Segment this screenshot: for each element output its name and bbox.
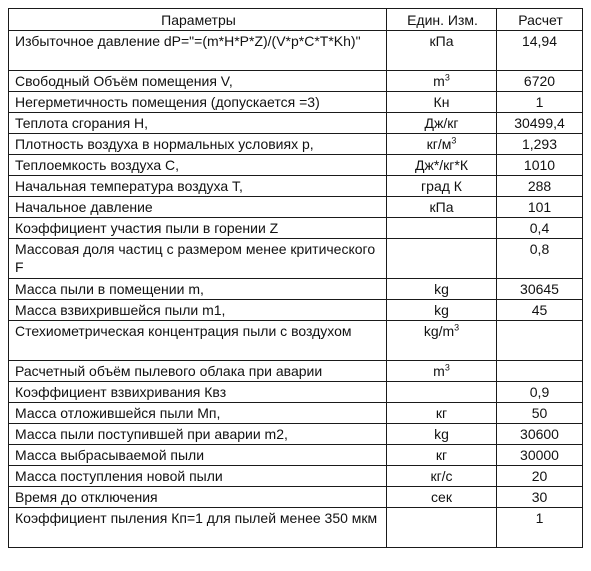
unit-cell bbox=[387, 487, 497, 508]
param-cell: Массовая доля частиц с размером менее критического F bbox=[9, 239, 387, 279]
unit-cell bbox=[387, 31, 497, 71]
unit-text: град К bbox=[421, 178, 462, 194]
unit-cell bbox=[387, 424, 497, 445]
table-row bbox=[9, 321, 583, 361]
value-cell bbox=[497, 361, 583, 382]
unit-cell bbox=[387, 321, 497, 361]
value-cell: 1010 bbox=[497, 155, 583, 176]
table-row bbox=[9, 466, 583, 487]
table-row bbox=[9, 218, 583, 239]
unit-text: kg bbox=[434, 426, 449, 442]
unit-text: kg bbox=[434, 281, 449, 297]
unit-text: кг bbox=[435, 405, 448, 421]
unit-text: Кн bbox=[433, 94, 450, 110]
param-cell: Время до отключения bbox=[9, 487, 387, 508]
table-row bbox=[9, 445, 583, 466]
param-cell: Масса отложившейся пыли Мп, bbox=[9, 403, 387, 424]
table-row bbox=[9, 403, 583, 424]
unit-cell bbox=[387, 218, 497, 239]
unit-cell bbox=[387, 155, 497, 176]
param-cell: Масса выбрасываемой пыли bbox=[9, 445, 387, 466]
value-cell: 30600 bbox=[497, 424, 583, 445]
value-cell: 45 bbox=[497, 300, 583, 321]
value-cell: 30645 bbox=[497, 279, 583, 300]
unit-superscript: 3 bbox=[454, 322, 460, 333]
unit-cell bbox=[387, 92, 497, 113]
param-cell: Плотность воздуха в нормальных условиях p, bbox=[9, 134, 387, 155]
table-row bbox=[9, 31, 583, 71]
unit-text: Дж*/кг*К bbox=[414, 157, 469, 173]
unit-text: kg bbox=[434, 302, 449, 318]
unit-cell bbox=[387, 134, 497, 155]
unit-text: kg/m bbox=[423, 323, 455, 339]
param-cell: Коэффициент взвихривания Квз bbox=[9, 382, 387, 403]
unit-cell bbox=[387, 113, 497, 134]
header-row bbox=[9, 9, 583, 31]
unit-cell bbox=[387, 361, 497, 382]
table-row bbox=[9, 300, 583, 321]
value-cell: 0,9 bbox=[497, 382, 583, 403]
unit-text: кг/с bbox=[430, 468, 453, 484]
param-cell: Свободный Объём помещения V, bbox=[9, 71, 387, 92]
unit-text: кПа bbox=[429, 33, 454, 49]
table-row bbox=[9, 134, 583, 155]
unit-cell bbox=[387, 508, 497, 548]
value-cell: 0,4 bbox=[497, 218, 583, 239]
table-row bbox=[9, 155, 583, 176]
unit-cell bbox=[387, 197, 497, 218]
unit-cell bbox=[387, 382, 497, 403]
param-cell: Коэффициент пыления Кп=1 для пылей менее 350 мкм bbox=[9, 508, 387, 548]
param-cell: Масса поступления новой пыли bbox=[9, 466, 387, 487]
value-cell bbox=[497, 321, 583, 361]
unit-cell bbox=[387, 466, 497, 487]
param-cell: Теплоемкость воздуха С, bbox=[9, 155, 387, 176]
unit-cell bbox=[387, 176, 497, 197]
unit-cell bbox=[387, 279, 497, 300]
unit-cell bbox=[387, 239, 497, 279]
value-cell: 1 bbox=[497, 508, 583, 548]
unit-superscript: 3 bbox=[444, 362, 450, 373]
value-cell: 14,94 bbox=[497, 31, 583, 71]
unit-text: m bbox=[433, 363, 445, 379]
table-row bbox=[9, 361, 583, 382]
param-cell: Масса пыли поступившей при аварии m2, bbox=[9, 424, 387, 445]
value-cell: 288 bbox=[497, 176, 583, 197]
value-cell: 1 bbox=[497, 92, 583, 113]
value-cell: 101 bbox=[497, 197, 583, 218]
unit-superscript: 3 bbox=[444, 72, 450, 83]
table-body bbox=[9, 31, 583, 548]
unit-text: кПа bbox=[429, 199, 454, 215]
param-cell: Теплота сгорания Н, bbox=[9, 113, 387, 134]
header-parameters: Параметры bbox=[9, 9, 387, 31]
unit-superscript: 3 bbox=[451, 135, 457, 146]
param-cell: Стехиометрическая концентрация пыли с воздухом bbox=[9, 321, 387, 361]
table-row bbox=[9, 176, 583, 197]
unit-text: Дж/кг bbox=[424, 115, 459, 131]
value-cell: 1,293 bbox=[497, 134, 583, 155]
table-row bbox=[9, 508, 583, 548]
table-row bbox=[9, 71, 583, 92]
param-cell: Масса взвихрившейся пыли m1, bbox=[9, 300, 387, 321]
table-row bbox=[9, 113, 583, 134]
unit-text: кг bbox=[435, 447, 448, 463]
unit-cell bbox=[387, 403, 497, 424]
value-cell: 30 bbox=[497, 487, 583, 508]
param-cell: Негерметичность помещения (допускается =3) bbox=[9, 92, 387, 113]
unit-cell bbox=[387, 71, 497, 92]
param-cell: Начальное давление bbox=[9, 197, 387, 218]
value-cell: 30499,4 bbox=[497, 113, 583, 134]
unit-text: кг/м bbox=[426, 136, 452, 152]
header-unit: Един. Изм. bbox=[387, 9, 497, 31]
param-cell: Избыточное давление dP="=(m*H*P*Z)/(V*p*C*T*Kh)" bbox=[9, 31, 387, 71]
param-cell: Масса пыли в помещении m, bbox=[9, 279, 387, 300]
value-cell: 6720 bbox=[497, 71, 583, 92]
table-row bbox=[9, 382, 583, 403]
param-cell: Расчетный объём пылевого облака при аварии bbox=[9, 361, 387, 382]
param-cell: Коэффициент участия пыли в горении Z bbox=[9, 218, 387, 239]
parameters-sheet bbox=[8, 8, 582, 548]
unit-cell bbox=[387, 300, 497, 321]
table-row bbox=[9, 424, 583, 445]
value-cell: 20 bbox=[497, 466, 583, 487]
value-cell: 50 bbox=[497, 403, 583, 424]
unit-text: m bbox=[433, 73, 445, 89]
param-cell: Начальная температура воздуха Т, bbox=[9, 176, 387, 197]
table-row bbox=[9, 239, 583, 279]
unit-cell bbox=[387, 445, 497, 466]
header-value: Расчет bbox=[497, 9, 583, 31]
unit-text: сек bbox=[431, 489, 452, 505]
parameters-table bbox=[8, 8, 583, 548]
table-row bbox=[9, 197, 583, 218]
table-row bbox=[9, 279, 583, 300]
table-row bbox=[9, 92, 583, 113]
value-cell: 0,8 bbox=[497, 239, 583, 279]
table-row bbox=[9, 487, 583, 508]
value-cell: 30000 bbox=[497, 445, 583, 466]
